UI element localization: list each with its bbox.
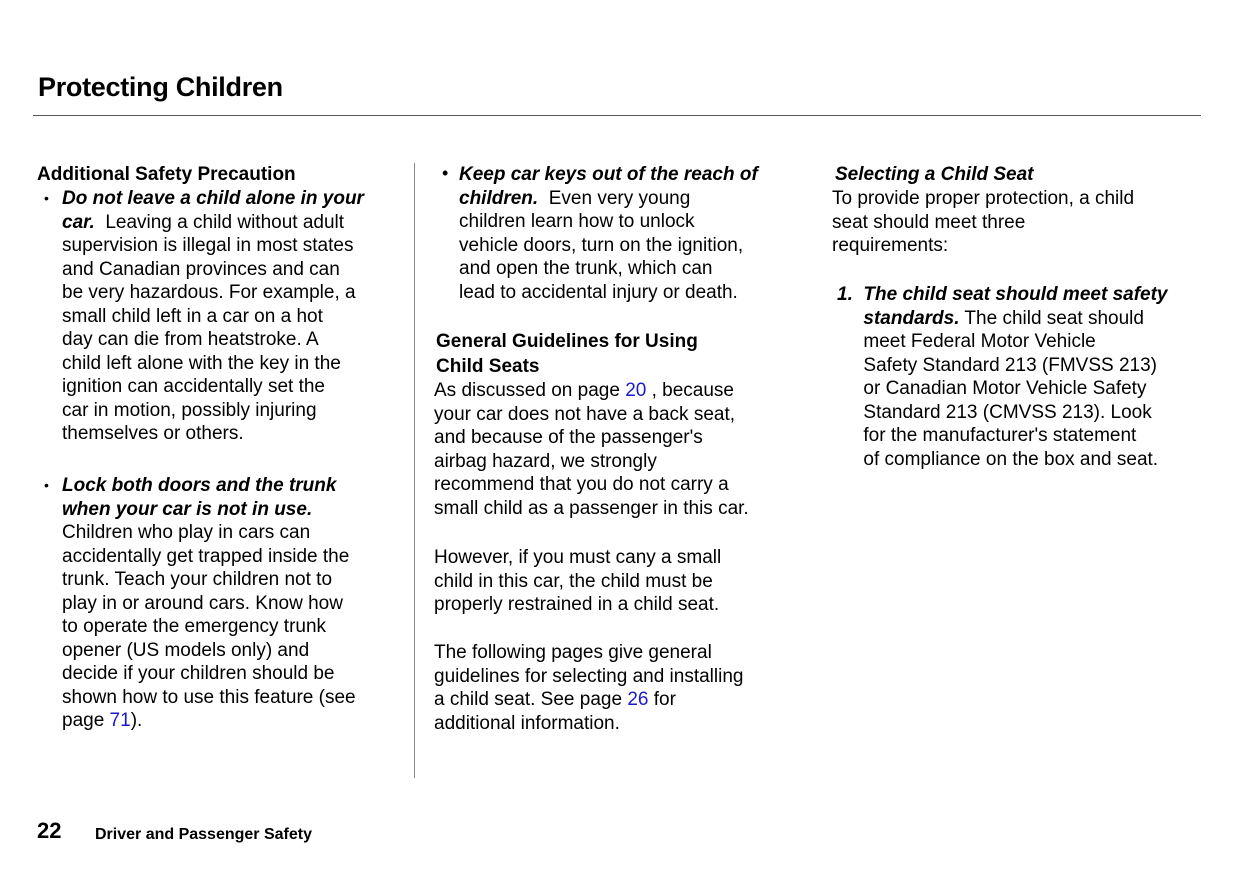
text-span: meet Federal Motor Vehicle	[837, 331, 1096, 352]
title-rule	[33, 115, 1201, 116]
text-span: recommend that you do not carry a	[434, 474, 729, 495]
text-line	[459, 234, 758, 258]
text-span: your car does not have a back seat,	[434, 403, 736, 425]
text-span: themselves or others.	[62, 423, 244, 444]
text-span: Leaving a child without adult	[94, 211, 345, 233]
text-span: opener (US models only) and	[62, 639, 310, 661]
text-line	[436, 355, 539, 379]
text-line	[832, 187, 1134, 211]
text-span: child left alone with the key in the	[62, 352, 341, 374]
text-span: when your car is not in use.	[62, 498, 313, 520]
text-line	[62, 521, 356, 545]
text-line	[837, 448, 1168, 472]
text-span: Children who play in cars can	[62, 522, 311, 543]
text-line	[62, 211, 364, 235]
text-line	[434, 665, 743, 689]
text-line	[62, 662, 356, 686]
page-number: 22	[37, 818, 62, 843]
text-span: lead to accidental injury or death.	[459, 281, 738, 303]
text-span: children.	[459, 187, 539, 209]
text-line	[837, 330, 1168, 354]
heading-text: General Guidelines for Using	[436, 331, 698, 352]
text-line	[62, 592, 356, 616]
text-span: Even very young	[538, 187, 691, 209]
text-line	[837, 424, 1168, 448]
text-line	[62, 615, 356, 639]
text-span: properly restrained in a child seat.	[434, 594, 720, 615]
page-link[interactable]: 26	[627, 689, 649, 710]
text-span: Selecting a Child Seat	[835, 164, 1034, 185]
text-line	[434, 497, 749, 521]
paragraph-following-pages	[434, 641, 743, 735]
heading-additional-safety	[37, 163, 296, 187]
text-line	[62, 399, 364, 423]
text-line	[62, 422, 364, 446]
text-line	[62, 639, 356, 663]
text-span: , because	[646, 380, 734, 401]
text-span: a child seat. See page	[434, 689, 628, 710]
text-line	[37, 163, 296, 187]
text-line	[434, 688, 743, 712]
text-span: additional information.	[434, 712, 620, 734]
paragraph-as-discussed	[434, 379, 749, 520]
text-span: accidentally get trapped inside the	[62, 545, 350, 567]
text-line	[837, 283, 1168, 307]
text-line	[62, 258, 364, 282]
footer-section: Driver and Passenger Safety	[95, 826, 312, 843]
text-line	[434, 546, 721, 570]
page-title: Protecting Children	[38, 72, 283, 102]
heading-selecting-child-seat	[835, 163, 1034, 187]
text-span: to operate the emergency trunk	[62, 616, 327, 637]
page-link[interactable]: 20	[625, 380, 647, 401]
heading-general-guidelines-2	[436, 355, 539, 379]
text-span: and open the trunk, which can	[459, 258, 713, 279]
text-span: As discussed on page	[434, 380, 626, 401]
text-span: Do not leave a child alone in your	[62, 188, 364, 209]
text-span: play in or around cars. Know how	[62, 592, 343, 614]
text-line	[459, 210, 758, 234]
text-line	[62, 375, 364, 399]
text-span: small child as a passenger in this car.	[434, 497, 749, 519]
text-line	[837, 377, 1168, 401]
heading-text: Child Seats	[436, 356, 540, 377]
text-span: child in this car, the child must be	[434, 570, 713, 592]
text-line	[62, 498, 356, 522]
text-span: Lock both doors and the trunk	[62, 475, 337, 496]
text-span: Safety Standard 213 (FMVSS 213)	[837, 354, 1157, 376]
text-span: small child left in a car on a hot	[62, 305, 323, 327]
text-line	[837, 401, 1168, 425]
paragraph-proper-protection	[832, 187, 1134, 258]
text-line	[434, 426, 749, 450]
text-line	[62, 305, 364, 329]
text-line	[62, 474, 356, 498]
bullet-keep-keys	[459, 163, 758, 304]
text-line	[62, 709, 356, 733]
text-span: ignition can accidentally set the	[62, 376, 325, 397]
text-span: and because of the passenger's	[434, 427, 703, 448]
text-span: be very hazardous. For example, a	[62, 282, 356, 303]
text-span: or Canadian Motor Vehicle Safety	[837, 378, 1147, 399]
text-line	[434, 593, 721, 617]
text-line	[62, 187, 364, 211]
text-line	[459, 281, 758, 305]
text-line	[434, 473, 749, 497]
text-line	[835, 163, 1034, 187]
text-line	[436, 330, 698, 354]
heading-general-guidelines	[436, 330, 698, 354]
text-span: 1. The child seat should meet safety	[837, 284, 1168, 305]
bullet-lock-doors	[62, 474, 356, 733]
text-span: vehicle doors, turn on the ignition,	[459, 234, 744, 256]
text-line	[832, 211, 1134, 235]
text-span: car.	[62, 211, 95, 233]
text-line	[62, 281, 364, 305]
text-span: The following pages give general	[434, 642, 712, 663]
text-line	[62, 234, 364, 258]
text-span: for the manufacturer's statement	[837, 425, 1137, 446]
text-line	[434, 641, 743, 665]
text-line	[434, 379, 749, 403]
bullet-icon: •	[442, 163, 449, 183]
text-line	[434, 712, 743, 736]
text-line	[62, 328, 364, 352]
page-link[interactable]: 71	[109, 710, 131, 731]
heading-text: Additional Safety Precaution	[37, 164, 296, 185]
text-span: seat should meet three	[832, 211, 1026, 233]
text-span: However, if you must cany a small	[434, 547, 722, 568]
text-span: trunk. Teach your children not to	[62, 569, 333, 590]
text-span: shown how to use this feature (see	[62, 686, 356, 708]
text-span: children learn how to unlock	[459, 211, 695, 232]
text-line	[837, 354, 1168, 378]
bullet-icon: •	[44, 477, 49, 493]
text-line	[832, 234, 1134, 258]
text-span: Keep car keys out of the reach of	[459, 164, 758, 185]
text-span: airbag hazard, we strongly	[434, 450, 657, 472]
text-span: of compliance on the box and seat.	[837, 448, 1159, 470]
text-span: page	[62, 710, 110, 731]
text-span: requirements:	[832, 235, 949, 256]
text-span: ).	[130, 710, 143, 731]
text-line	[62, 686, 356, 710]
text-line	[459, 163, 758, 187]
text-span: car in motion, possibly injuring	[62, 399, 317, 421]
text-line	[434, 403, 749, 427]
text-span: Standard 213 (CMVSS 213). Look	[837, 401, 1152, 423]
text-line	[459, 257, 758, 281]
column-divider	[414, 163, 415, 778]
text-span: supervision is illegal in most states	[62, 235, 354, 256]
text-line	[62, 352, 364, 376]
paragraph-however	[434, 546, 721, 617]
text-line	[434, 570, 721, 594]
text-span: standards.	[837, 307, 960, 329]
text-span: and Canadian provinces and can	[62, 258, 340, 280]
text-span: guidelines for selecting and installing	[434, 665, 744, 687]
text-span: decide if your children should be	[62, 663, 335, 684]
text-line	[459, 187, 758, 211]
text-line	[62, 545, 356, 569]
text-line	[62, 568, 356, 592]
bullet-icon: •	[44, 190, 49, 206]
text-span: day can die from heatstroke. A	[62, 329, 319, 350]
text-line	[837, 307, 1168, 331]
requirement-1	[837, 283, 1168, 471]
text-span: To provide proper protection, a child	[832, 188, 1135, 209]
bullet-do-not-leave-child	[62, 187, 364, 446]
text-span: The child seat should	[959, 307, 1144, 329]
text-span: for	[648, 689, 676, 710]
text-line	[434, 450, 749, 474]
